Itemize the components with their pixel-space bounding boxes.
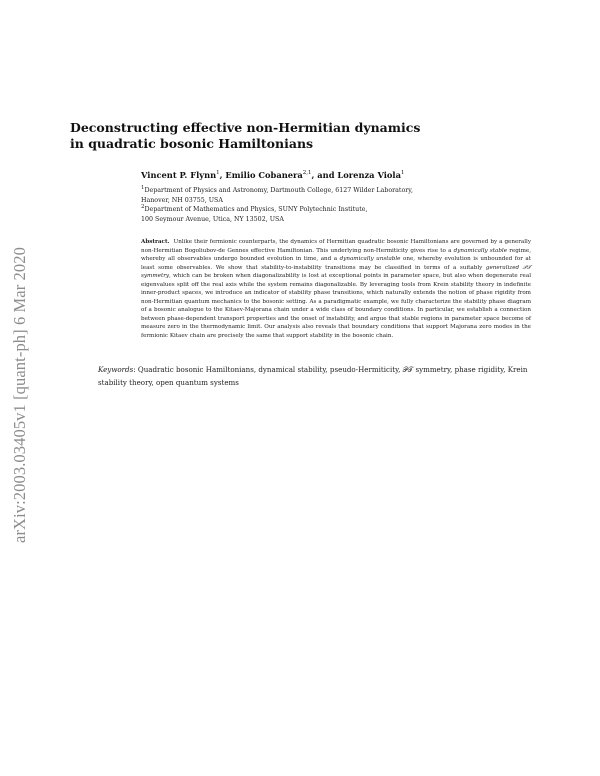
author-affiliation-mark: 1 [216,170,220,177]
arxiv-identifier-stamp [8,195,32,595]
author-name: Emilio Cobanera [225,170,303,180]
abstract-text: regime, whereby all observables undergo bounded evolution in time, and a [141,247,531,262]
affiliation-2 [141,203,501,224]
author-separator: , and [311,170,338,180]
author-name: Vincent P. Flynn [141,170,217,180]
affiliation-mark: 2 [141,204,145,210]
keywords [98,364,534,389]
author-name: Lorenza Viola [337,170,401,180]
author-list [141,170,541,180]
author-affiliation-mark: 1 [400,170,405,177]
abstract-text: Unlike their fermionic counterparts, the dynamics of Hermitian quadratic bosonic Hamiltonians are governed by a generally non-Hermitian Bogoliubov-de Gennes effective Hamiltonian. This underlying non-Hermiticity gives rise to a [141,239,531,254]
abstract-emphasis: dynamically stable [453,247,508,254]
affiliation-line: Hanover, NH 03755, USA [141,196,223,204]
arxiv-identifier-text: arXiv:2003.03405v1 [quant-ph] 6 Mar 2020 [10,247,30,543]
abstract-label: Abstract. [141,239,170,245]
paper-title-line-1: Deconstructing effective non-Hermitian dynamics [70,120,421,135]
abstract-emphasis: generalized 𝒫𝒯 symmetry [141,264,532,279]
author-affiliation-mark: 2,1 [302,170,312,177]
abstract [141,238,531,340]
paper-title-line-2: in quadratic bosonic Hamiltonians [70,136,314,151]
affiliation-line: Department of Physics and Astronomy, Dartmouth College, 6127 Wilder Laboratory, [144,187,413,195]
keywords-text: : Quadratic bosonic Hamiltonians, dynamical stability, pseudo-Hermiticity, 𝒫𝒯 symmetry, phase rigidity, Krein stability theory, open quantum systems [98,365,528,387]
author-separator: , [219,170,226,180]
affiliation-mark: 1 [141,185,145,191]
abstract-text: , which can be broken when diagonalizability is lost at exceptional points in parameter space, but also when degenerate real eigenvalues split off the real axis while the system remains diagonalizable. By leveraging tools from Krein stability theory in indefinite inner-product spaces, we introduce an indicator of stability phase transitions, which naturally extends the notion of phase rigidity from non-Hermitian quantum mechanics to the bosonic setting. As a paradigmatic example, we fully characterize the stability phase diagram of a bosonic analogue to the Kitaev-Majorana chain under a wide class of boundary conditions. In particular, we establish a connection between phase-dependent transport properties and the onset of instability, and argue that stable regions in parameter space become of measure zero in the thermodynamic limit. Our analysis also reveals that boundary conditions that support Majorana zero modes in the fermionic Kitaev chain are precisely the same that support stability in the bosonic chain. [141,273,531,339]
keywords-label: Keywords [98,365,134,374]
abstract-text: one, whereby evolution is unbounded for at least some observables. We show that stability-to-instability transitions may be classified in terms of a suitably [141,256,531,271]
affiliation-line: 100 Seymour Avenue, Utica, NY 13502, USA [141,215,284,223]
affiliation-line: Department of Mathematics and Physics, SUNY Polytechnic Institute, [144,206,368,214]
paper-title [70,120,490,152]
abstract-emphasis: dynamically unstable [339,256,401,262]
